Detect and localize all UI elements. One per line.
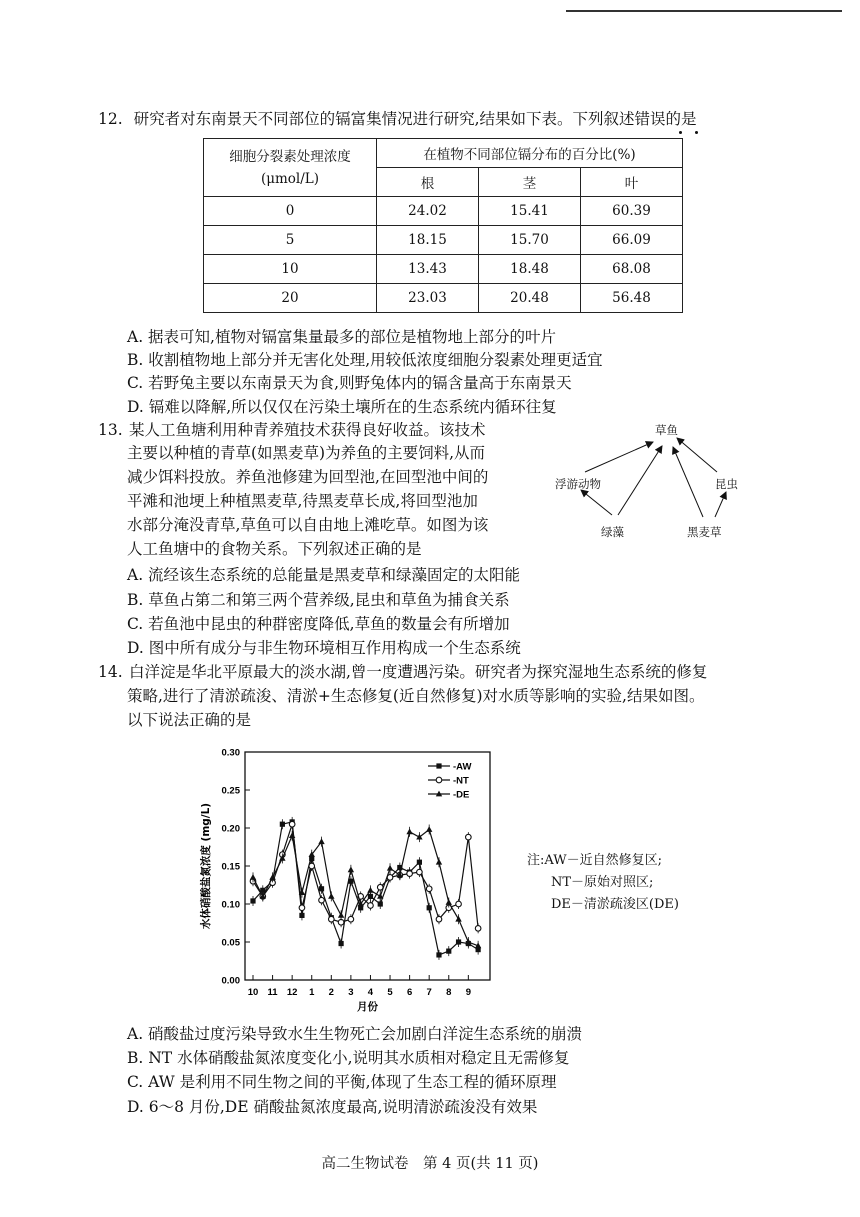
data-point-de: [318, 838, 324, 844]
data-point-de: [367, 887, 373, 893]
legend-label: -DE: [453, 789, 470, 801]
arrow-plankton-to-grasscarp: [585, 442, 653, 472]
x-tick-label: 5: [387, 987, 393, 998]
y-tick-label: 0.25: [221, 785, 240, 797]
data-point-nt: [466, 834, 472, 840]
nitrate-chart: [195, 742, 515, 1014]
q12-number: 12.: [98, 110, 123, 128]
data-point-aw: [280, 822, 285, 827]
arrow-algae-to-grasscarp: [618, 446, 662, 515]
chart-note-aw: 注:AW－近自然修复区;: [527, 853, 662, 868]
data-point-nt: [436, 916, 442, 922]
arrow-insect-to-grasscarp: [677, 438, 717, 472]
x-tick-label: 4: [367, 987, 374, 998]
data-point-aw: [378, 901, 383, 906]
legend-marker: [436, 763, 441, 768]
table-cell: 20.48: [479, 284, 581, 313]
table-cell: 18.15: [377, 226, 479, 255]
data-point-nt: [407, 871, 413, 877]
q14-number: 14.: [98, 663, 123, 681]
q12-option-b: B. 收割植物地上部分并无害化处理,用较低浓度细胞分裂素处理更适宜: [127, 351, 603, 369]
y-axis-label: 水体硝酸盐氮浓度 (mg/L): [200, 802, 212, 930]
food-web-grass-carp: 草鱼: [655, 423, 678, 437]
data-point-de: [406, 828, 412, 834]
nitrate-chart-svg: [195, 742, 515, 1014]
table-group-header: 在植物不同部位镉分布的百分比(%): [377, 139, 683, 168]
data-point-aw: [319, 886, 324, 891]
food-web-zooplankton: 浮游动物: [555, 477, 601, 491]
emphasis-dot: [695, 131, 698, 134]
x-tick-label: 6: [406, 987, 413, 998]
cadmium-table: [203, 138, 683, 313]
table-row: [204, 255, 683, 284]
table-row: [204, 284, 683, 313]
data-point-nt: [299, 905, 305, 911]
table-cell: 23.03: [377, 284, 479, 313]
table-cell: 10: [204, 255, 377, 284]
chart-note-de: DE－清淤疏浚区(DE): [551, 897, 679, 912]
legend-label: -AW: [453, 761, 472, 773]
x-tick-label: 2: [328, 987, 334, 998]
data-point-aw: [299, 913, 304, 918]
q13-stem-line: 主要以种植的青草(如黑麦草)为养鱼的主要饲料,从而: [127, 444, 486, 462]
q13-option-c: C. 若鱼池中昆虫的种群密度降低,草鱼的数量会有所增加: [127, 615, 510, 633]
q13-stem-line: 水部分淹没青草,草鱼可以自由地上滩吃草。如图为该: [127, 516, 489, 534]
table-subheader-stem: 茎: [479, 168, 581, 197]
y-tick-label: 0.05: [221, 937, 240, 949]
table-cell: 24.02: [377, 197, 479, 226]
q14-option-c: C. AW 是利用不同生物之间的平衡,体现了生态工程的循环原理: [127, 1073, 557, 1091]
q14-option-b: B. NT 水体硝酸盐氮浓度变化小,说明其水质相对稳定且无需修复: [127, 1049, 570, 1067]
q14-stem-line: 白洋淀是华北平原最大的淡水湖,曾一度遭遇污染。研究者为探究湿地生态系统的修复: [129, 663, 708, 681]
table-cell: 20: [204, 284, 377, 313]
data-point-nt: [417, 869, 423, 875]
q12-option-d: D. 镉难以降解,所以仅仅在污染土壤所在的生态系统内循环往复: [127, 398, 557, 416]
table-cell: 15.70: [479, 226, 581, 255]
data-point-nt: [329, 916, 335, 922]
table-cell: 0: [204, 197, 377, 226]
x-tick-label: 1: [309, 987, 315, 998]
table-cell: 68.08: [581, 255, 683, 284]
q14-option-d: D. 6～8 月份,DE 硝酸盐氮浓度最高,说明清淤疏浚没有效果: [127, 1098, 538, 1116]
data-point-aw: [250, 898, 255, 903]
emphasis-dot: [679, 131, 682, 134]
data-point-nt: [368, 903, 374, 909]
x-tick-label: 11: [267, 987, 278, 998]
y-tick-label: 0.15: [221, 861, 240, 873]
x-tick-label: 12: [286, 987, 298, 998]
table-cell: 18.48: [479, 255, 581, 284]
data-point-de: [377, 893, 383, 899]
table-subheader-leaf: 叶: [581, 168, 683, 197]
data-point-aw: [456, 939, 461, 944]
legend-marker: [436, 777, 442, 783]
data-point-aw: [436, 952, 441, 957]
table-row: [204, 226, 683, 255]
table-header-concentration: [204, 139, 377, 197]
y-tick-label: 0.20: [221, 823, 240, 835]
q13-stem-line: 平滩和池埂上种植黑麦草,待黑麦草长成,将回型池加: [127, 492, 478, 510]
table-subheader-root: 根: [377, 168, 479, 197]
data-point-nt: [475, 926, 481, 932]
table-header-unit: (μmol/L): [260, 170, 320, 187]
table-header-line: 细胞分裂素处理浓度: [229, 148, 351, 165]
q14-stem-line: 策略,进行了清淤疏浚、清淤+生态修复(近自然修复)对水质等影响的实验,结果如图。: [127, 687, 705, 705]
q12-option-a: A. 据表可知,植物对镉富集量最多的部位是植物地上部分的叶片: [127, 328, 556, 346]
data-point-de: [436, 859, 442, 865]
data-point-aw: [427, 905, 432, 910]
q13-option-d: D. 图中所有成分与非生物环境相互作用构成一个生态系统: [127, 639, 521, 657]
header-rule: [566, 10, 842, 12]
x-tick-label: 3: [348, 987, 354, 998]
food-web-ryegrass: 黑麦草: [687, 525, 722, 539]
table-cell: 56.48: [581, 284, 683, 313]
table-row: [204, 197, 683, 226]
data-point-nt: [289, 821, 295, 827]
series-line-de: [253, 830, 478, 946]
q13-option-b: B. 草鱼占第二和第三两个营养级,昆虫和草鱼为捕食关系: [127, 591, 510, 609]
legend-label: -NT: [453, 775, 469, 787]
x-tick-label: 7: [426, 987, 432, 998]
arrow-ryegrass-to-grasscarp: [673, 447, 703, 517]
q12-option-c: C. 若野兔主要以东南景天为食,则野兔体内的镉含量高于东南景天: [127, 374, 572, 392]
table-cell: 13.43: [377, 255, 479, 284]
table-cell: 66.09: [581, 226, 683, 255]
q12-stem: 研究者对东南景天不同部位的镉富集情况进行研究,结果如下表。下列叙述错误的是: [133, 110, 697, 128]
data-point-de: [328, 893, 334, 899]
food-web-diagram: [545, 420, 745, 544]
data-point-aw: [338, 941, 343, 946]
data-point-nt: [319, 897, 325, 903]
table-cell: 15.41: [479, 197, 581, 226]
table-cell: 5: [204, 226, 377, 255]
x-tick-label: 10: [247, 987, 259, 998]
data-point-aw: [446, 949, 451, 954]
x-tick-label: 9: [465, 987, 471, 998]
x-tick-label: 8: [446, 987, 452, 998]
data-point-nt: [426, 886, 432, 892]
data-point-de: [338, 912, 344, 918]
series-line-nt: [253, 824, 478, 928]
page-footer: 高二生物试卷 第 4 页(共 11 页): [321, 1156, 539, 1172]
data-point-nt: [348, 916, 354, 922]
data-point-de: [250, 874, 256, 880]
q13-stem-line: 减少饵料投放。养鱼池修建为回型池,在回型池中间的: [127, 468, 489, 486]
data-point-de: [416, 834, 422, 840]
y-tick-label: 0.00: [221, 975, 240, 987]
food-web-green-algae: 绿藻: [601, 525, 624, 539]
food-web-insect: 昆虫: [715, 477, 738, 491]
y-tick-label: 0.10: [221, 899, 240, 911]
arrow-algae-to-plankton: [581, 490, 612, 515]
data-point-nt: [456, 901, 462, 907]
x-axis-label: 月份: [357, 1001, 378, 1013]
data-point-de: [455, 916, 461, 922]
data-point-de: [426, 826, 432, 832]
q13-stem-line: 人工鱼塘中的食物关系。下列叙述正确的是: [127, 540, 422, 558]
q13-number: 13.: [98, 421, 123, 439]
data-point-de: [446, 899, 452, 905]
q14-stem-line: 以下说法正确的是: [127, 711, 252, 729]
y-tick-label: 0.30: [221, 747, 240, 759]
table-cell: 60.39: [581, 197, 683, 226]
chart-note-nt: NT－原始对照区;: [551, 875, 654, 890]
data-point-aw: [417, 860, 422, 865]
q12-stem-line: [98, 106, 697, 132]
data-point-de: [348, 866, 354, 872]
q14-option-a: A. 硝酸盐过度污染导致水生生物死亡会加剧白洋淀生态系统的崩溃: [127, 1025, 583, 1043]
data-point-de: [387, 865, 393, 871]
arrow-ryegrass-to-insect: [715, 492, 726, 517]
q13-stem-line: 某人工鱼塘利用种青养殖技术获得良好收益。该技术: [129, 421, 486, 439]
q13-option-a: A. 流经该生态系统的总能量是黑麦草和绿藻固定的太阳能: [127, 566, 521, 584]
